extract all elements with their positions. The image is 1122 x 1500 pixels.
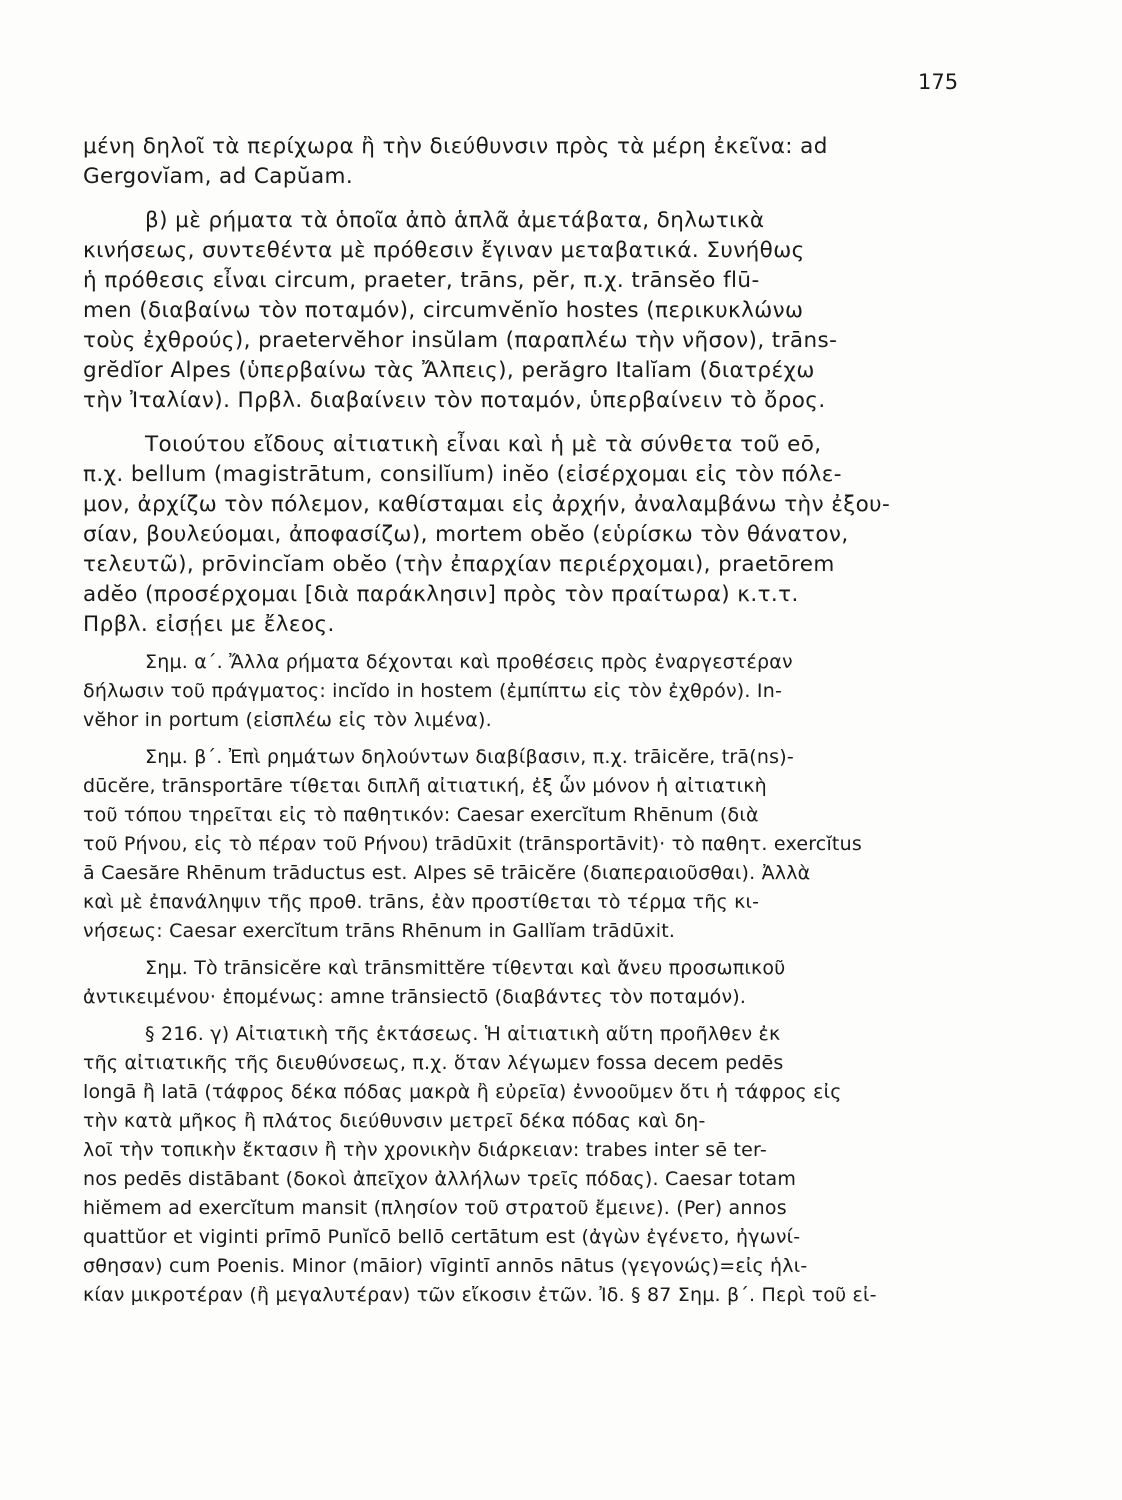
text-line: μον, ἀρχίζω τὸν πόλεμον, καθίσταμαι εἰς ἀρχήν, ἀναλαμβάνω τὴν ἐξου- <box>83 492 891 517</box>
text-line: grĕdĭor Alpes (ὑπερβαίνω τὰς Ἄλπεις), perăgro Italĭam (διατρέχω <box>83 358 815 383</box>
section-line: quattŭor et viginti prīmō Punĭcō bellō certātum est (ἀγὼν ἐγένετο, ἠγωνί- <box>83 1226 801 1248</box>
section-line: κίαν μικροτέραν (ἢ μεγαλυτέραν) τῶν εἴκοσιν ἐτῶν. Ἰδ. § 87 Σημ. β΄. Περὶ τοῦ εἰ- <box>83 1284 877 1306</box>
text-line: adĕo (προσέρχομαι [διὰ παράκλησιν] πρὸς τὸν πραίτωρα) κ.τ.τ. <box>83 582 799 607</box>
note-line: dūcĕre, trānsportāre τίθεται διπλῆ αἰτιατική, ἐξ ὧν μόνον ἡ αἰτιατικὴ <box>83 775 767 797</box>
body-text <box>83 132 973 1310</box>
text-line: Πρβλ. εἰσῄει με ἔλεος. <box>83 612 335 637</box>
text-line: κινήσεως, συντεθέντα μὲ πρόθεσιν ἔγιναν μεταβατικά. Συνήθως <box>83 238 805 263</box>
text-line: Gergovĭam, ad Capŭam. <box>83 164 354 189</box>
text-line: τοὺς ἐχθρούς), praetervĕhor insŭlam (παραπλέω τὴν νῆσον), trāns- <box>83 328 838 353</box>
text-line: σίαν, βουλεύομαι, ἀποφασίζω), mortem obĕo (εὑρίσκω τὸν θάνατον, <box>83 522 849 547</box>
section-line: τῆς αἰτιατικῆς τῆς διευθύνσεως, π.χ. ὅταν λέγωμεν fossa decem pedēs <box>83 1052 784 1074</box>
note-line: ā Caesăre Rhēnum trāductus est. Alpes sē trāicĕre (διαπεραιοῦσθαι). Ἀλλὰ <box>83 862 811 884</box>
note-line: τοῦ τόπου τηρεῖται εἰς τὸ παθητικόν: Caesar exercĭtum Rhēnum (διὰ <box>83 804 759 826</box>
page-number: 175 <box>918 70 959 94</box>
text-line: μένη δηλοῖ τὰ περίχωρα ἢ τὴν διεύθυνσιν πρὸς τὰ μέρη ἐκεῖνα: ad <box>83 134 828 159</box>
note-line: Σημ. Τὸ trānsicĕre καὶ trānsmittĕre τίθενται καὶ ἄνευ προσωπικοῦ <box>145 957 786 979</box>
note-line: καὶ μὲ ἐπανάληψιν τῆς προθ. trāns, ἐὰν προστίθεται τὸ τέρμα τῆς κι- <box>83 891 760 913</box>
text-line: β) μὲ ρήματα τὰ ὁποῖα ἀπὸ ἁπλᾶ ἀμετάβατα, δηλωτικὰ <box>145 208 765 233</box>
section-line: longā ἢ latā (τάφρος δέκα πόδας μακρὰ ἢ εὐρεῖα) ἐννοοῦμεν ὅτι ἡ τάφρος εἰς <box>83 1081 842 1103</box>
section-line: σθησαν) cum Poenis. Minor (māior) vīgintī annōs nātus (γεγονώς)=εἰς ἡλι- <box>83 1255 808 1277</box>
section-line: § 216. γ) Αἰτιατικὴ τῆς ἐκτάσεως. Ἡ αἰτιατικὴ αὕτη προῆλθεν ἐκ <box>145 1023 781 1045</box>
note-line: δήλωσιν τοῦ πράγματος: incĭdo in hostem (ἐμπίπτω εἰς τὸν ἐχθρόν). In- <box>83 680 782 702</box>
text-line: π.χ. bellum (magistrātum, consilĭum) inĕo (εἰσέρχομαι εἰς τὸν πόλε- <box>83 462 842 487</box>
section-line: nos pedēs distābant (δοκοὶ ἀπεῖχον ἀλλήλων τρεῖς πόδας). Caesar totam <box>83 1168 797 1190</box>
note-line: Σημ. β΄. Ἐπὶ ρημάτων δηλούντων διαβίβασιν, π.χ. trāicĕre, trā(ns)- <box>145 746 794 768</box>
note-line: τοῦ Ρήνου, εἰς τὸ πέραν τοῦ Ρήνου) trādūxit (trānsportāvit)· τὸ παθητ. exercĭtus <box>83 833 862 855</box>
section-line: λοῖ τὴν τοπικὴν ἔκτασιν ἢ τὴν χρονικὴν διάρκειαν: trabes inter sē ter- <box>83 1139 767 1161</box>
note-line: Σημ. α΄. Ἄλλα ρήματα δέχονται καὶ προθέσεις πρὸς ἐναργεστέραν <box>145 651 793 673</box>
section-line: hiĕmem ad exercĭtum mansit (πλησίον τοῦ στρατοῦ ἔμεινε). (Per) annos <box>83 1197 787 1219</box>
note-line: νήσεως: Caesar exercĭtum trāns Rhēnum in Gallĭam trādūxit. <box>83 920 676 942</box>
text-line: men (διαβαίνω τὸν ποταμόν), circumvĕnĭo hostes (περικυκλώνω <box>83 298 804 323</box>
note-line: ἀντικειμένου· ἐπομένως: amne trānsiectō (διαβάντες τὸν ποταμόν). <box>83 986 747 1008</box>
text-line: τελευτῶ), prōvincĭam obĕo (τὴν ἐπαρχίαν περιέρχομαι), praetōrem <box>83 552 835 577</box>
text-line: Τοιούτου εἴδους αἰτιατικὴ εἶναι καὶ ἡ μὲ τὰ σύνθετα τοῦ eō, <box>145 432 822 457</box>
section-line: τὴν κατὰ μῆκος ἢ πλάτος διεύθυνσιν μετρεῖ δέκα πόδας καὶ δη- <box>83 1110 706 1132</box>
text-line: ἡ πρόθεσις εἶναι circum, praeter, trāns, pĕr, π.χ. trānsĕo flū- <box>83 268 760 293</box>
text-line: τὴν Ἰταλίαν). Πρβλ. διαβαίνειν τὸν ποταμόν, ὑπερβαίνειν τὸ ὄρος. <box>83 388 826 413</box>
note-line: vĕhor in portum (εἰσπλέω εἰς τὸν λιμένα). <box>83 709 492 731</box>
